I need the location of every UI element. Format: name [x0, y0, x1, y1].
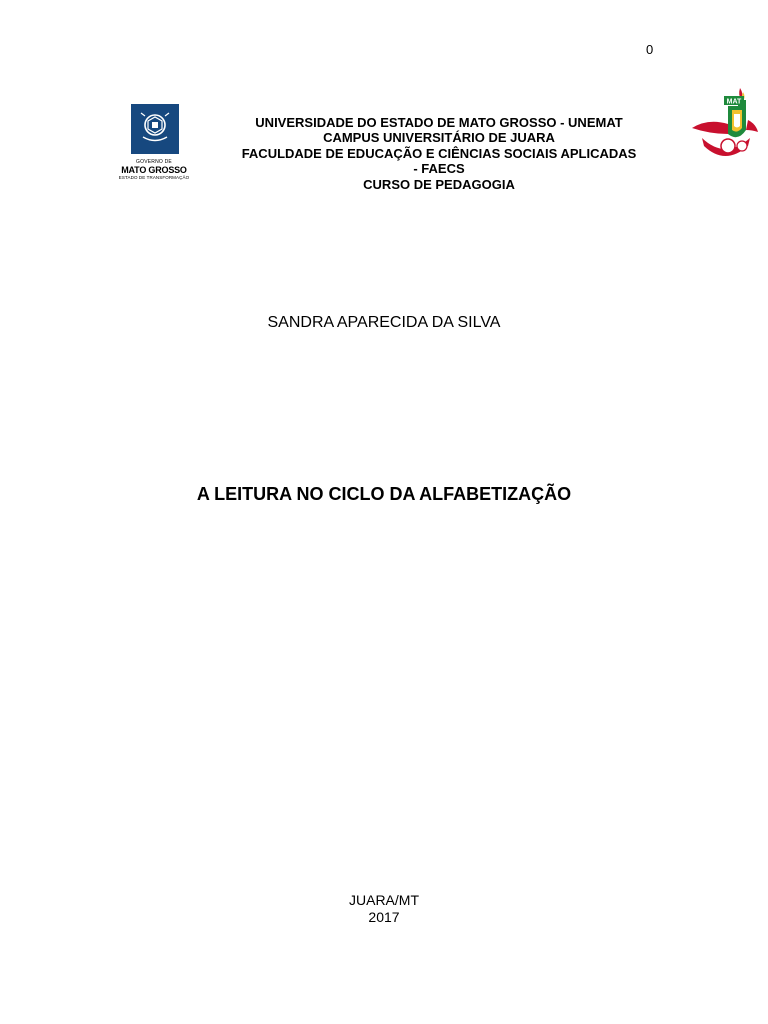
footer-year: 2017 — [368, 909, 400, 925]
logo-tagline-text: ESTADO DE TRANSFORMAÇÃO — [118, 175, 190, 180]
faculty-name: FACULDADE DE EDUCAÇÃO E CIÊNCIAS SOCIAIS APLICADAS — [241, 145, 637, 161]
logo-mato-grosso-text: MATO GROSSO — [121, 165, 187, 175]
footer-block — [0, 892, 768, 926]
unemat-seal-logo — [688, 84, 762, 168]
institution-header — [214, 115, 664, 192]
page-number: 0 — [646, 42, 654, 57]
campus-name: CAMPUS UNIVERSITÁRIO DE JUARA — [323, 130, 555, 146]
governo-mato-grosso-logo — [114, 104, 194, 184]
logo-governo-text: GOVERNO DE — [136, 159, 172, 165]
state-emblem-icon — [131, 104, 179, 154]
footer-place: JUARA/MT — [349, 892, 419, 908]
seal-banner-text: MAT — [726, 98, 742, 106]
faculty-acronym: - FAECS — [413, 161, 465, 177]
university-name: UNIVERSIDADE DO ESTADO DE MATO GROSSO - UNEMAT — [255, 115, 623, 130]
author-name: SANDRA APARECIDA DA SILVA — [267, 314, 501, 331]
document-title: A LEITURA NO CICLO DA ALFABETIZAÇÃO — [196, 484, 572, 504]
course-name: CURSO DE PEDAGOGIA — [363, 176, 515, 192]
